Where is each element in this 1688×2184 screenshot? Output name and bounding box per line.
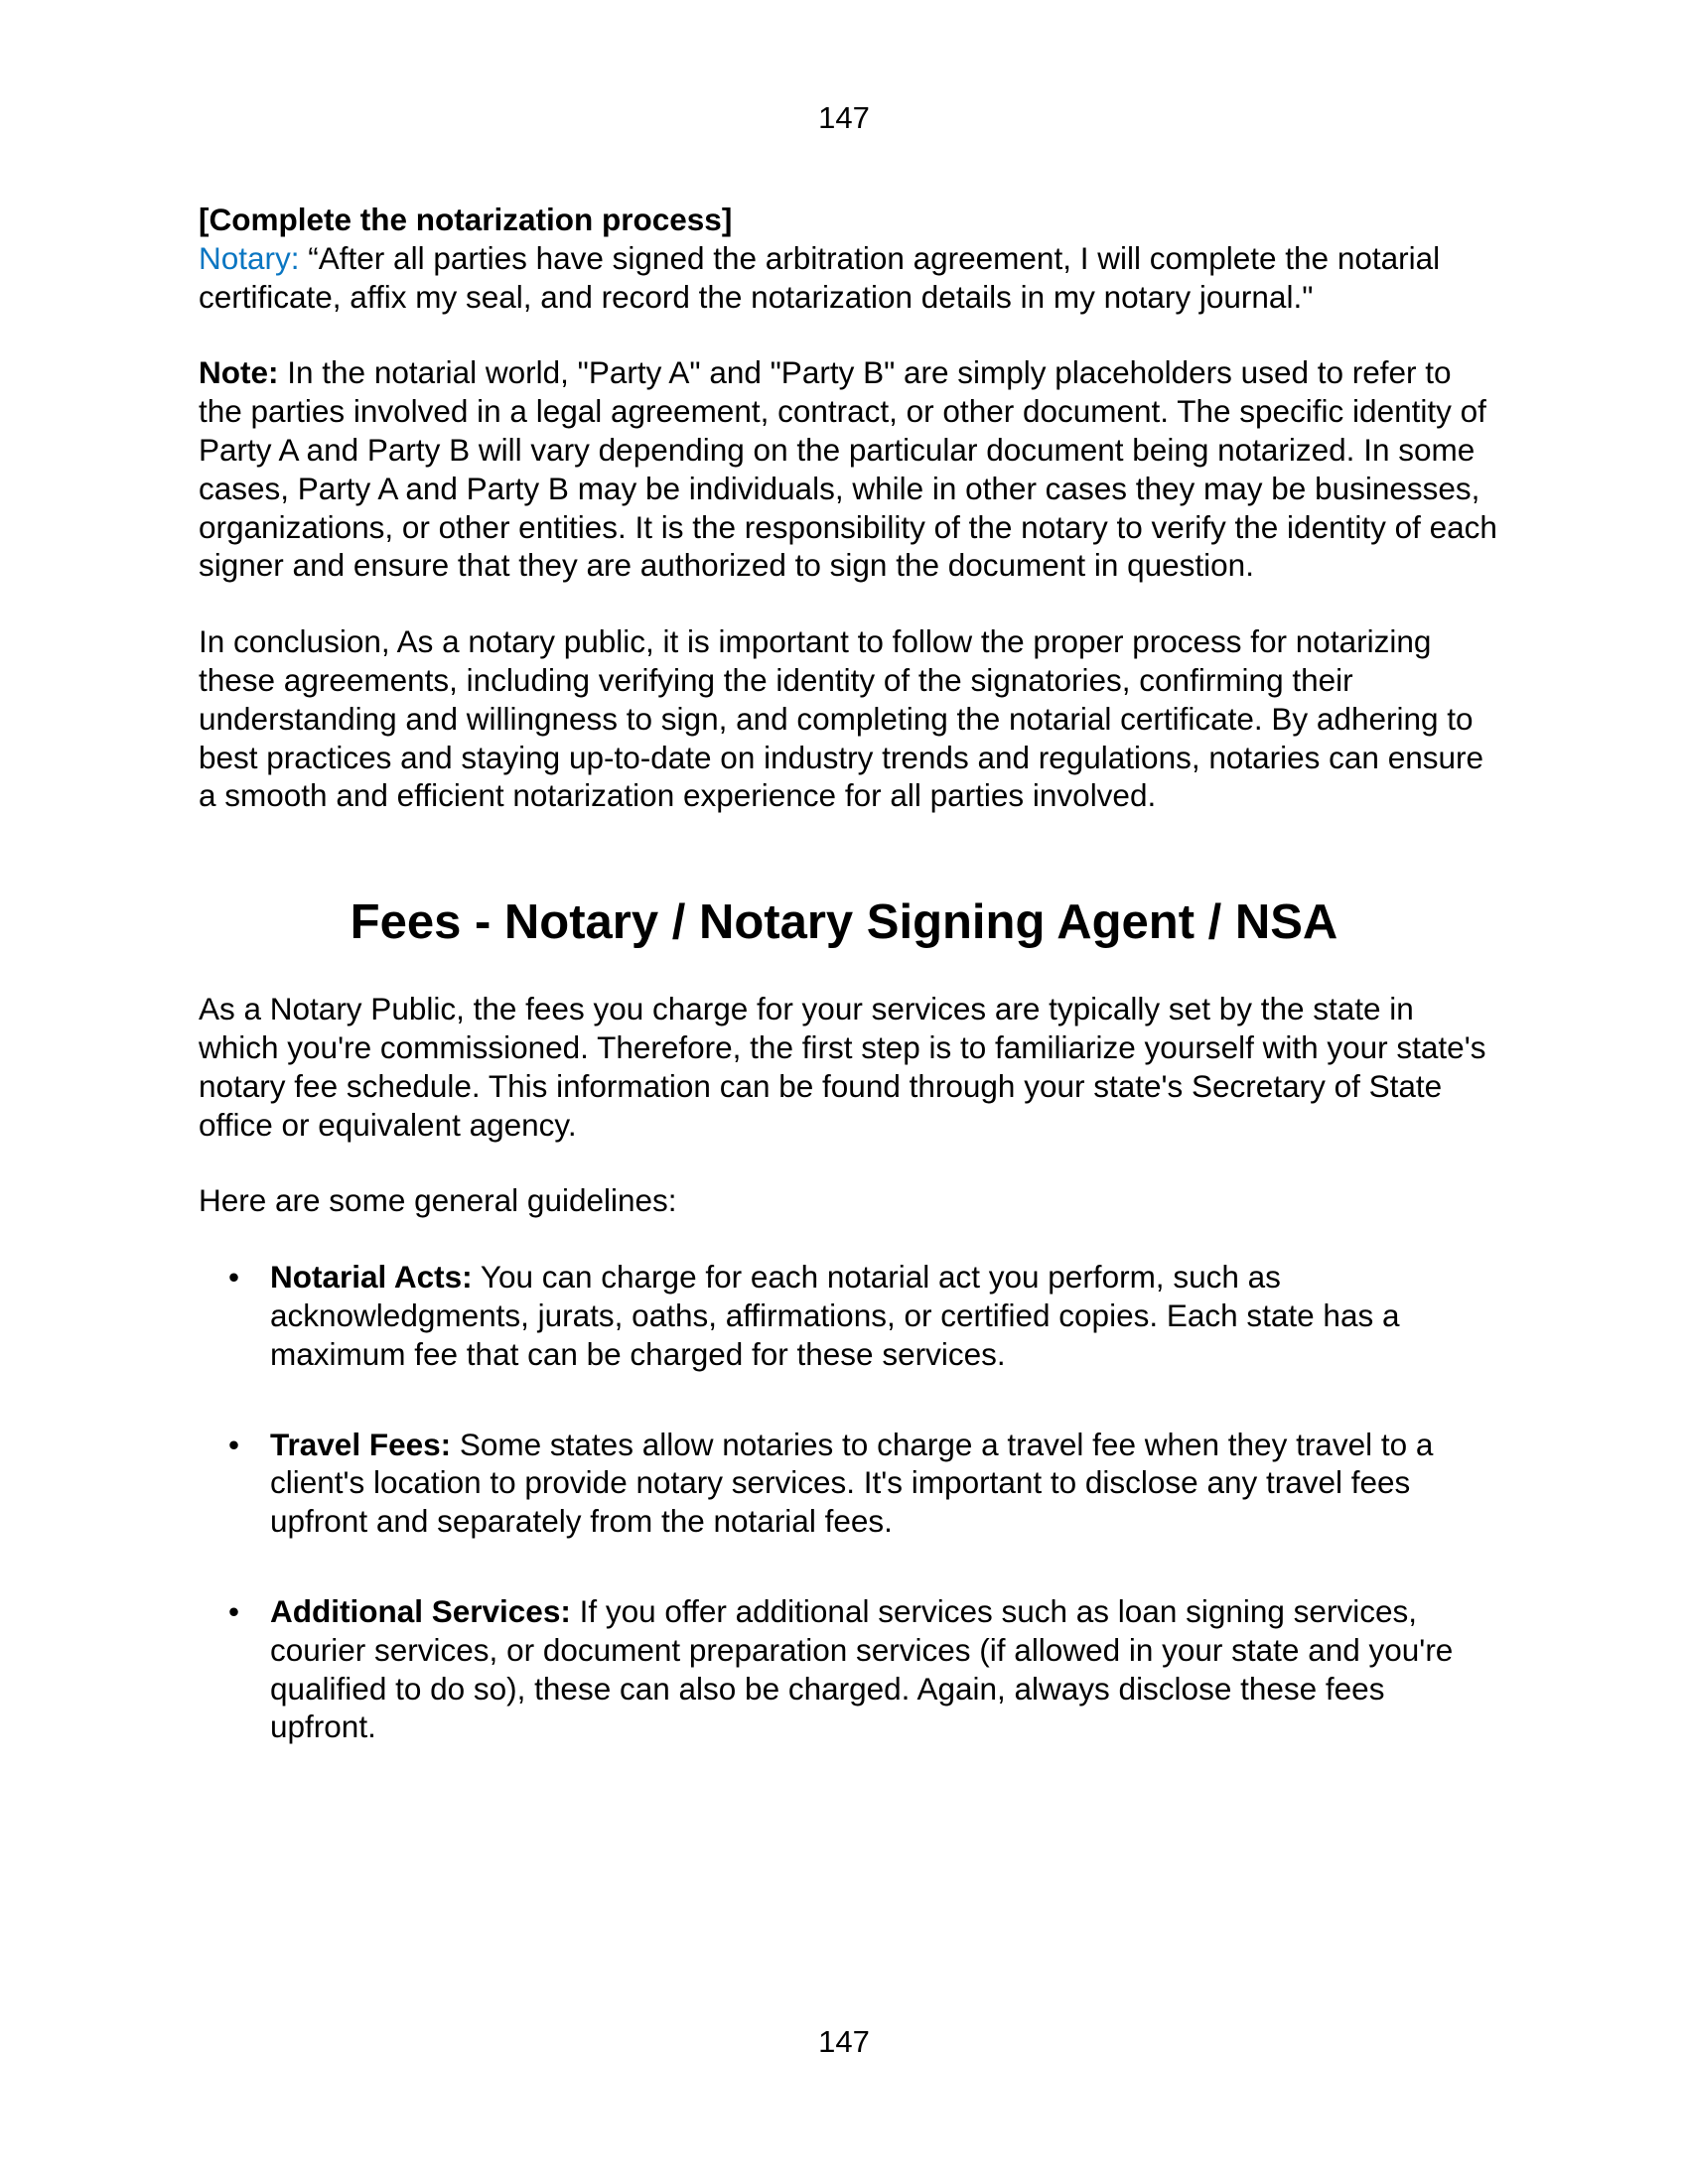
note-text: In the notarial world, "Party A" and "Party B" are simply placeholders used to refer to the parties involved in a legal agreement, contract, or other document. The specific identity of Party A and Party B will vary depending on the particular document being notarized. In some cases, Party A and Party B may be individuals, while in other cases they may be businesses, organizations, or other entities. It is the responsibility of the notary to verify the identity of each signer and ensure that they are authorized to sign the document in question. <box>199 354 1497 584</box>
bullet-icon: • <box>228 1259 240 1296</box>
dialogue-quote: “After all parties have signed the arbitration agreement, I will complete the notarial certificate, affix my seal, and record the notarization details in my notary journal." <box>199 239 1441 315</box>
notary-dialogue <box>199 239 1499 317</box>
guideline-text: You can charge for each notarial act you perform, such as acknowledgments, jurats, oaths, affirmations, or certified copies. Each state has a maximum fee that can be charged for these services. <box>270 1259 1400 1372</box>
guideline-label: Notarial Acts: <box>270 1259 473 1296</box>
guideline-label: Additional Services: <box>270 1592 571 1629</box>
guideline-item-additional-services <box>199 1592 1499 1746</box>
note-label: Note: <box>199 354 279 391</box>
fees-intro-paragraph: As a Notary Public, the fees you charge for your services are typically set by the state in which you're commissioned. Therefore, the first step is to familiarize yourself with your state's notary fee schedule. This information can be found through your state's Secretary of State office or equivalent agency. <box>199 991 1486 1143</box>
notarization-step-heading: [Complete the notarization process] <box>199 202 733 237</box>
bullet-icon: • <box>228 1592 240 1629</box>
page-number-bottom: 147 <box>818 2024 870 2059</box>
guideline-text: Some states allow notaries to charge a travel fee when they travel to a client's location to provide notary services. It's important to disclose any travel fees upfront and separately from the notarial fees. <box>270 1426 1434 1540</box>
conclusion-paragraph: In conclusion, As a notary public, it is important to follow the proper process for notarizing these agreements, including verifying the identity of the signatories, confirming their understanding and willingness to sign, and completing the notarial certificate. By adhering to best practices and staying up-to-date on industry trends and regulations, notaries can ensure a smooth and efficient notarization experience for all parties involved. <box>199 623 1484 814</box>
bullet-icon: • <box>228 1426 240 1462</box>
guideline-item-notarial-acts <box>199 1258 1499 1373</box>
guideline-item-travel-fees <box>199 1426 1499 1541</box>
section-title: Fees - Notary / Notary Signing Agent / NSA <box>350 895 1338 950</box>
page-content <box>199 201 1499 1798</box>
speaker-label: Notary: <box>199 239 300 276</box>
guidelines-list <box>199 1258 1499 1746</box>
note-paragraph <box>199 353 1499 585</box>
page-number-top: 147 <box>818 100 870 135</box>
guideline-text: If you offer additional services such as loan signing services, courier services, or document preparation services (if allowed in your state and you're qualified to do so), these can also be charged. Again, always disclose these fees upfront. <box>270 1592 1454 1745</box>
guidelines-lead: Here are some general guidelines: <box>199 1182 677 1219</box>
guideline-label: Travel Fees: <box>270 1426 452 1462</box>
